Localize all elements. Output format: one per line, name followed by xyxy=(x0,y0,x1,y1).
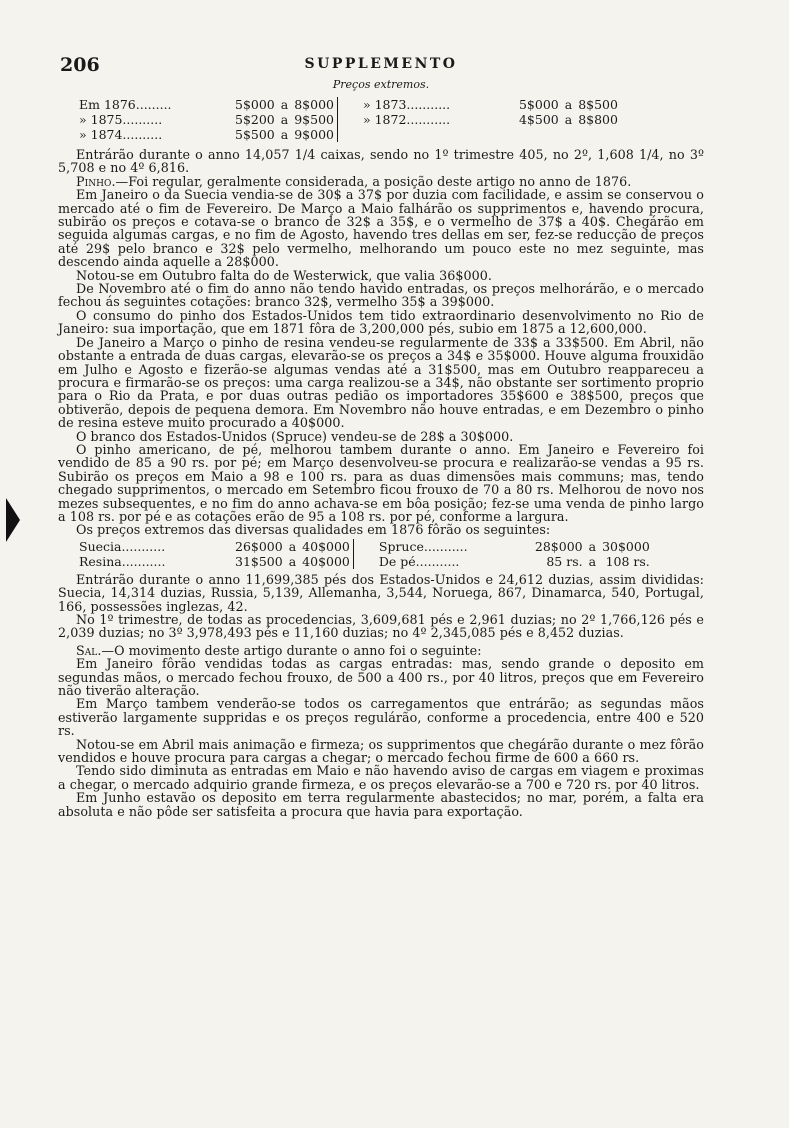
paragraph-text: Tendo sido diminuta as entradas em Maio e não havendo aviso de cargas em viagem e proximas a chegar, o mercado adquirio grande firmeza, e os preços elevarão-se a 700 e 720 rs. por 40 litros. xyxy=(58,763,704,792)
paragraph-lead: Sal. xyxy=(76,642,102,658)
paragraph-text: Notou-se em Abril mais animação e firmeza; os supprimentos que chegárão durante o mez fôrão vendidos e houve procura para cargas a chegar; o mercado fechou firme de 600 a 660 rs. xyxy=(58,736,704,766)
column-rule xyxy=(337,127,360,142)
column-rule xyxy=(337,97,360,112)
price-cell-right-min: 5$000 xyxy=(518,97,559,112)
paragraph xyxy=(58,791,704,818)
price-cell-left-min: 5$200 xyxy=(235,112,275,127)
text-block-entries xyxy=(58,573,704,640)
price-cell-left-max: 8$000 xyxy=(294,97,334,112)
page-header xyxy=(58,48,704,76)
paragraph xyxy=(58,336,704,430)
price-cell-right-min: 4$500 xyxy=(518,112,559,127)
paragraph-text: De Janeiro a Março o pinho de resina vendeu-se regularmente de 33$ a 33$500. Em Abril, não obstante a entrada de duas cargas, elevarão-se os preços a 34$ e 35$000. Houve alguma frouxidão em Julho e Agosto e fizerão-se algumas vendas até a 31$500, mas em Outubro reappareceu a procura e firmarão-se os preços: uma carga realizou-se a 34$, não obstante ser sortimento proprio para o Rio da Prata, e por duas outras pedião os importadores 35$600 e 38$500, preços que obtiverão, depois de pequena demora. Em Novembro não houve entradas, e em Dezembro o pinho de resina esteve muito procurado a 40$000. xyxy=(58,334,704,431)
price-cell-left-a: a xyxy=(288,538,297,554)
price-cell-right-min xyxy=(516,127,562,142)
price-cell-right-label: Spruce........... xyxy=(378,538,468,554)
paragraph xyxy=(58,764,704,791)
price-cell-right-a: a xyxy=(564,112,573,127)
price-row xyxy=(76,112,621,127)
price-cell-left-a: a xyxy=(288,553,297,569)
price-cell-right-a: a xyxy=(588,553,597,569)
paragraph xyxy=(58,443,704,523)
paragraph xyxy=(58,523,704,536)
price-row xyxy=(76,539,653,554)
price-cell-left-max: 9$000 xyxy=(294,127,334,142)
paragraph-text: Notou-se em Outubro falta do de Westerwick, que valia 36$000. xyxy=(76,267,492,283)
margin-mark xyxy=(6,498,20,542)
price-cell-right-label: » 1872........... xyxy=(362,112,451,127)
paragraph-text: Entrárão durante o anno 14,057 1/4 caixas, sendo no 1º trimestre 405, no 2º, 1,608 1/4, no 3º 5,708 e no 4º 6,816. xyxy=(58,147,704,176)
paragraph-lead: Pinho. xyxy=(76,173,116,189)
price-cell-left-a: a xyxy=(280,127,289,142)
price-cell-left-max: 40$000 xyxy=(302,553,350,569)
price-cell-left-min: 31$500 xyxy=(235,553,283,569)
paragraph-text: Em Março tambem venderão-se todos os carregamentos que entrárão; as segundas mãos estiverão largamente suppridas e os preços regulárão, conforme a procedencia, entre 400 e 520 rs. xyxy=(58,696,704,739)
price-cell-left-a: a xyxy=(280,112,289,127)
column-rule xyxy=(337,112,360,127)
text-block-pinho xyxy=(58,148,704,537)
price-cell-right-label: De pé........... xyxy=(378,553,460,569)
price-table-qualities xyxy=(76,539,653,569)
paragraph xyxy=(58,148,704,175)
paragraph-text: O consumo do pinho dos Estados-Unidos tem tido extraordinario desenvolvimento no Rio de Janeiro: sua importação, que em 1871 fôra de 3,200,000 pés, subio em 1875 a 12,600,000. xyxy=(58,307,704,337)
price-cell-left-min: 26$000 xyxy=(235,538,283,554)
price-cell-right-max: 8$800 xyxy=(578,112,618,127)
price-cell-right-label: » 1873........... xyxy=(362,97,451,112)
price-cell-left-label: » 1875.......... xyxy=(79,112,163,127)
price-cell-right-max: 8$500 xyxy=(578,97,618,112)
paragraph xyxy=(58,282,704,309)
price-row xyxy=(76,127,621,142)
price-cell-right-a xyxy=(562,127,575,142)
page-number: 206 xyxy=(60,54,100,76)
paragraph xyxy=(58,613,704,640)
price-cell-right-max xyxy=(575,127,621,142)
price-cell-left-label: » 1874.......... xyxy=(79,127,163,142)
paragraph-text: Entrárão durante o anno 11,699,385 pés dos Estados-Unidos e 24,612 duzias, assim divididas: Suecia, 14,314 duzias, Russia, 5,139, Allemanha, 3,544, Noruega, 867, Dinamarca, 540, Portugal, 166, possessões inglezas, 42. xyxy=(58,571,704,614)
paragraph-text: Em Junho estavão os deposito em terra regularmente abastecidos; no mar, porém, a falta era absoluta e não pôde ser satisfeita a procura que havia para exportação. xyxy=(58,790,704,819)
price-cell-left-label: Resina........... xyxy=(79,553,166,569)
price-cell-right-min: 85 rs. xyxy=(546,553,583,569)
column-rule xyxy=(353,554,376,569)
paragraph-text: O branco dos Estados-Unidos (Spruce) vendeu-se de 28$ a 30$000. xyxy=(76,428,514,444)
price-cell-right-min: 28$000 xyxy=(534,538,583,554)
paragraph xyxy=(58,175,704,188)
paragraph xyxy=(58,430,704,443)
price-cell-left-a: a xyxy=(280,97,289,112)
price-cell-left-label: Suecia........... xyxy=(79,538,166,554)
price-cell-right-max: 30$000 xyxy=(602,538,650,554)
paragraph xyxy=(58,738,704,765)
paragraph xyxy=(58,657,704,697)
text-block-sal xyxy=(58,644,704,818)
price-table-years xyxy=(76,97,621,142)
paragraph-text: No 1º trimestre, de todas as procedencias, 3,609,681 pés e 2,961 duzias; no 2º 1,766,126 pés e 2,039 duzias; no 3º 3,978,493 pés e 11,160 duzias; no 4º 2,345,085 pés e 8,452 duzias. xyxy=(58,612,704,641)
price-row xyxy=(76,97,621,112)
paragraph-text: —Foi regular, geralmente considerada, a posição deste artigo no anno de 1876. xyxy=(115,173,632,189)
paragraph xyxy=(58,644,704,657)
price-cell-right-a: a xyxy=(564,97,573,112)
paragraph xyxy=(58,309,704,336)
paragraph-text: Em Janeiro o da Suecia vendia-se de 30$ a 37$ por duzia com facilidade, e assim se conservou o mercado até o fim de Fevereiro. De Março a Maio falhárão os supprimentos e, havendo procura, subirão os preços e cotava-se o branco de 32$ a 35$, e o vermelho de 37$ a 40$. Chegárão em seguida algumas cargas, e no fim de Agosto, havendo tres dellas em ser, fez-se reducção de preços até 29$ pelo branco e 32$ pelo vermelho, melhorando um pouco este no mez seguinte, mas descendo ainda aquelle a 28$000. xyxy=(58,187,704,270)
price-cell-right-label xyxy=(360,127,516,142)
paragraph xyxy=(58,573,704,613)
price-cell-right-max: 108 rs. xyxy=(605,553,650,569)
column-rule xyxy=(353,539,376,554)
paragraph xyxy=(58,269,704,282)
paragraph-text: Os preços extremos das diversas qualidades em 1876 fôrão os seguintes: xyxy=(76,522,551,538)
paragraph xyxy=(58,188,704,268)
price-cell-left-label: Em 1876......... xyxy=(79,97,172,112)
paragraph-text: —O movimento deste artigo durante o anno foi o seguinte: xyxy=(101,642,482,658)
running-title: SUPPLEMENTO xyxy=(304,56,458,72)
price-cell-left-min: 5$500 xyxy=(235,127,275,142)
price-row xyxy=(76,554,653,569)
page xyxy=(58,48,704,818)
paragraph-text: Em Janeiro fôrão vendidas todas as cargas entradas: mas, sendo grande o deposito em segundas mãos, o mercado fechou frouxo, de 500 a 400 rs., por 40 litros, preços que em Fevereiro não tiverão alteração. xyxy=(58,656,704,699)
paragraph-text: De Novembro até o fim do anno não tendo havido entradas, os preços melhorárão, e o mercado fechou ás seguintes cotações: branco 32$, vermelho 35$ a 39$000. xyxy=(58,281,704,310)
price-cell-left-max: 40$000 xyxy=(302,538,350,554)
price-cell-right-a: a xyxy=(588,538,597,554)
section-subheading: Preços extremos. xyxy=(332,78,430,91)
price-cell-left-max: 9$500 xyxy=(294,112,334,127)
price-cell-left-min: 5$000 xyxy=(235,97,275,112)
paragraph xyxy=(58,697,704,737)
paragraph-text: O pinho americano, de pé, melhorou tambem durante o anno. Em Janeiro e Fevereiro foi vendido de 85 a 90 rs. por pé; em Março desenvolveu-se procura e realizarão-se vendas a 95 rs. Subirão os preços em Maio a 98 e 100 rs. para as duas dimensões mais communs; mas, tendo chegado supprimentos, o mercado em Setembro ficou frouxo de 70 a 80 rs. Melhorou de novo nos mezes subsequentes, e no fim do anno achava-se em bôa posição; fez-se uma venda de pinho largo a 108 rs. por pé e as cotações erão de 95 a 108 rs. por pé, conforme a largura. xyxy=(58,441,704,524)
